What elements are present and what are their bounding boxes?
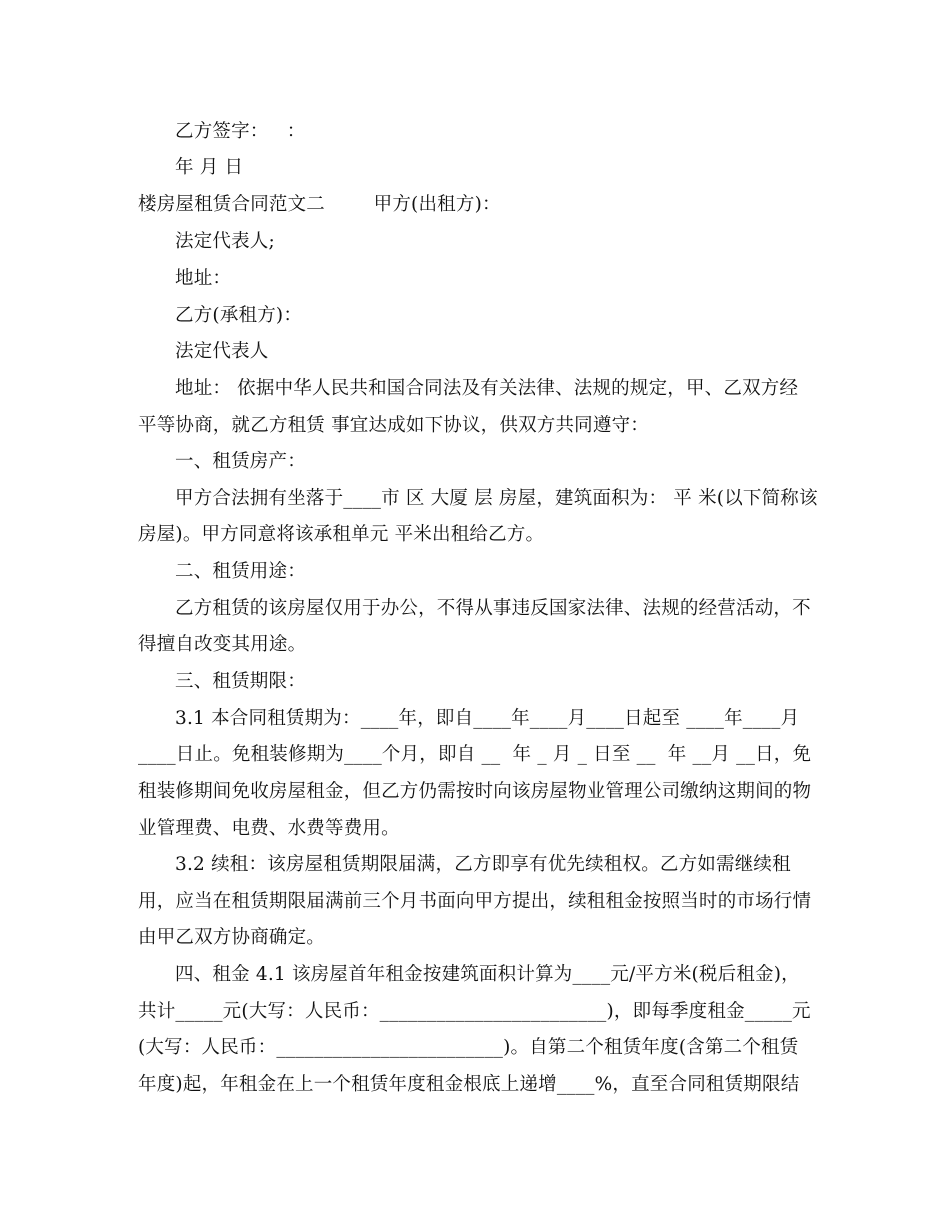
clause-3-1-line-3: 租装修期间免收房屋租金，但乙方仍需按时向该房屋物业管理公司缴纳这期间的物	[138, 781, 812, 802]
clause-3-2-line-1: 3.2 续租：该房屋租赁期限届满，乙方即享有优先续租权。乙方如需继续租	[175, 854, 791, 875]
section-1-line-1: 甲方合法拥有坐落于____市 区 大厦 层 房屋，建筑面积为： 平 米(以下简称该	[175, 488, 818, 509]
party-a-representative: 法定代表人;	[175, 231, 275, 252]
section-1-line-2: 房屋)。甲方同意将该承租单元 平米出租给乙方。	[138, 524, 545, 545]
clause-3-1-line-4: 业管理费、电费、水费等费用。	[138, 818, 400, 839]
contract-title-line: 楼房屋租赁合同范文二 甲方(出租方)：	[138, 194, 501, 215]
section-4-line-3: (大写：人民币：________________________)。自第二个租赁年度(含第二个租赁	[138, 1037, 799, 1058]
party-a-address: 地址：	[175, 268, 232, 289]
party-b-representative: 法定代表人	[175, 341, 269, 362]
clause-3-1-line-2: ____日止。免租装修期为____个月，即自 __ 年 _ 月 _ 日至 __ 年 __月 __日，免	[138, 744, 812, 765]
preamble-line-2: 平等协商，就乙方租赁 事宜达成如下协议，供双方共同遵守：	[138, 415, 649, 436]
date-line: 年 月 日	[175, 157, 244, 178]
clause-3-2-line-2: 用，应当在租赁期限届满前三个月书面向甲方提出，续租租金按照当时的市场行情	[138, 891, 812, 912]
party-b-label: 乙方(承租方)：	[175, 305, 303, 326]
clause-3-1-line-1: 3.1 本合同租赁期为：____年，即自____年____月____日起至 ____年____月	[175, 708, 800, 729]
section-3-heading: 三、租赁期限：	[175, 671, 306, 692]
section-4-line-4: 年度)起，年租金在上一个租赁年度租金根底上递增____%，直至合同租赁期限结	[138, 1074, 800, 1095]
section-1-heading: 一、租赁房产：	[175, 451, 306, 472]
section-2-line-2: 得擅自改变其用途。	[138, 634, 307, 655]
preamble-line-1: 地址： 依据中华人民共和国合同法及有关法律、法规的规定，甲、乙双方经	[175, 378, 799, 399]
party-b-signature-line: 乙方签字： ：	[175, 121, 306, 142]
section-2-heading: 二、租赁用途：	[175, 561, 306, 582]
section-2-line-1: 乙方租赁的该房屋仅用于办公，不得从事违反国家法律、法规的经营活动，不	[175, 598, 811, 619]
section-4-line-2: 共计_____元(大写：人民币：________________________)，即每季度租金_____元	[138, 1001, 811, 1022]
clause-3-2-line-3: 由甲乙双方协商确定。	[138, 927, 326, 948]
section-4-line-1: 四、租金 4.1 该房屋首年租金按建筑面积计算为____元/平方米(税后租金)，	[175, 964, 800, 985]
